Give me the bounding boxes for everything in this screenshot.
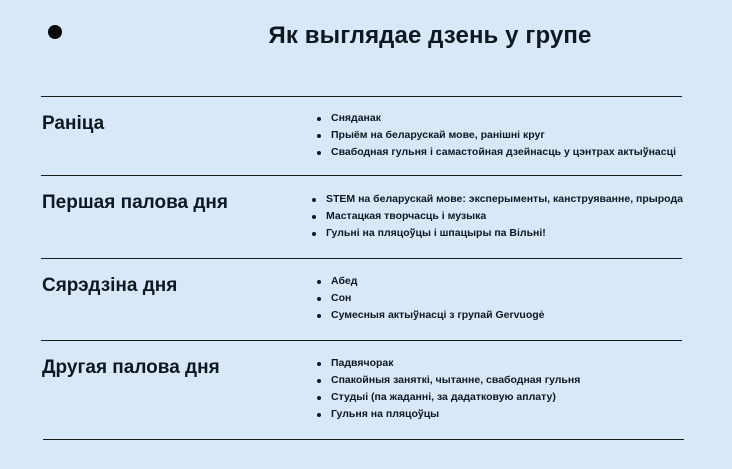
list-item: Абед [317, 273, 545, 290]
divider [43, 439, 684, 440]
divider [41, 175, 682, 176]
list-item: Сумесныя актыўнасці з групай Gervuogė [317, 307, 545, 324]
section-list-first-half [312, 191, 683, 242]
section-title-midday: Сярэдзіна дня [42, 275, 178, 296]
section-list-midday [317, 273, 545, 324]
divider [41, 258, 682, 259]
list-item: Прыём на беларускай мове, ранішні круг [317, 127, 676, 144]
section-list-second-half [317, 355, 580, 423]
list-item: Гульня на пляцоўцы [317, 406, 580, 423]
page-title: Як выглядае дзень у групе [268, 22, 592, 49]
list-item: Падвячорак [317, 355, 580, 372]
list-item: Спакойныя заняткі, чытанне, свабодная гульня [317, 372, 580, 389]
list-item: Студыі (па жаданні, за дадатковую аплату) [317, 389, 580, 406]
list-item: Сон [317, 290, 545, 307]
section-list-morning [317, 110, 676, 161]
section-title-first-half: Першая палова дня [42, 192, 228, 213]
list-item: Гульні на пляцоўцы і шпацыры па Вільні! [312, 225, 683, 242]
divider [41, 96, 682, 97]
section-title-morning: Раніца [42, 113, 105, 134]
divider [41, 340, 682, 341]
section-title-second-half: Другая палова дня [42, 357, 220, 378]
list-item: Свабодная гульня і самастойная дзейнасць у цэнтрах актыўнасці [317, 144, 676, 161]
list-item: Сняданак [317, 110, 676, 127]
list-item: Мастацкая творчасць і музыка [312, 208, 683, 225]
list-item: STEM на беларускай мове: эксперыменты, канструяванне, прырода [312, 191, 683, 208]
